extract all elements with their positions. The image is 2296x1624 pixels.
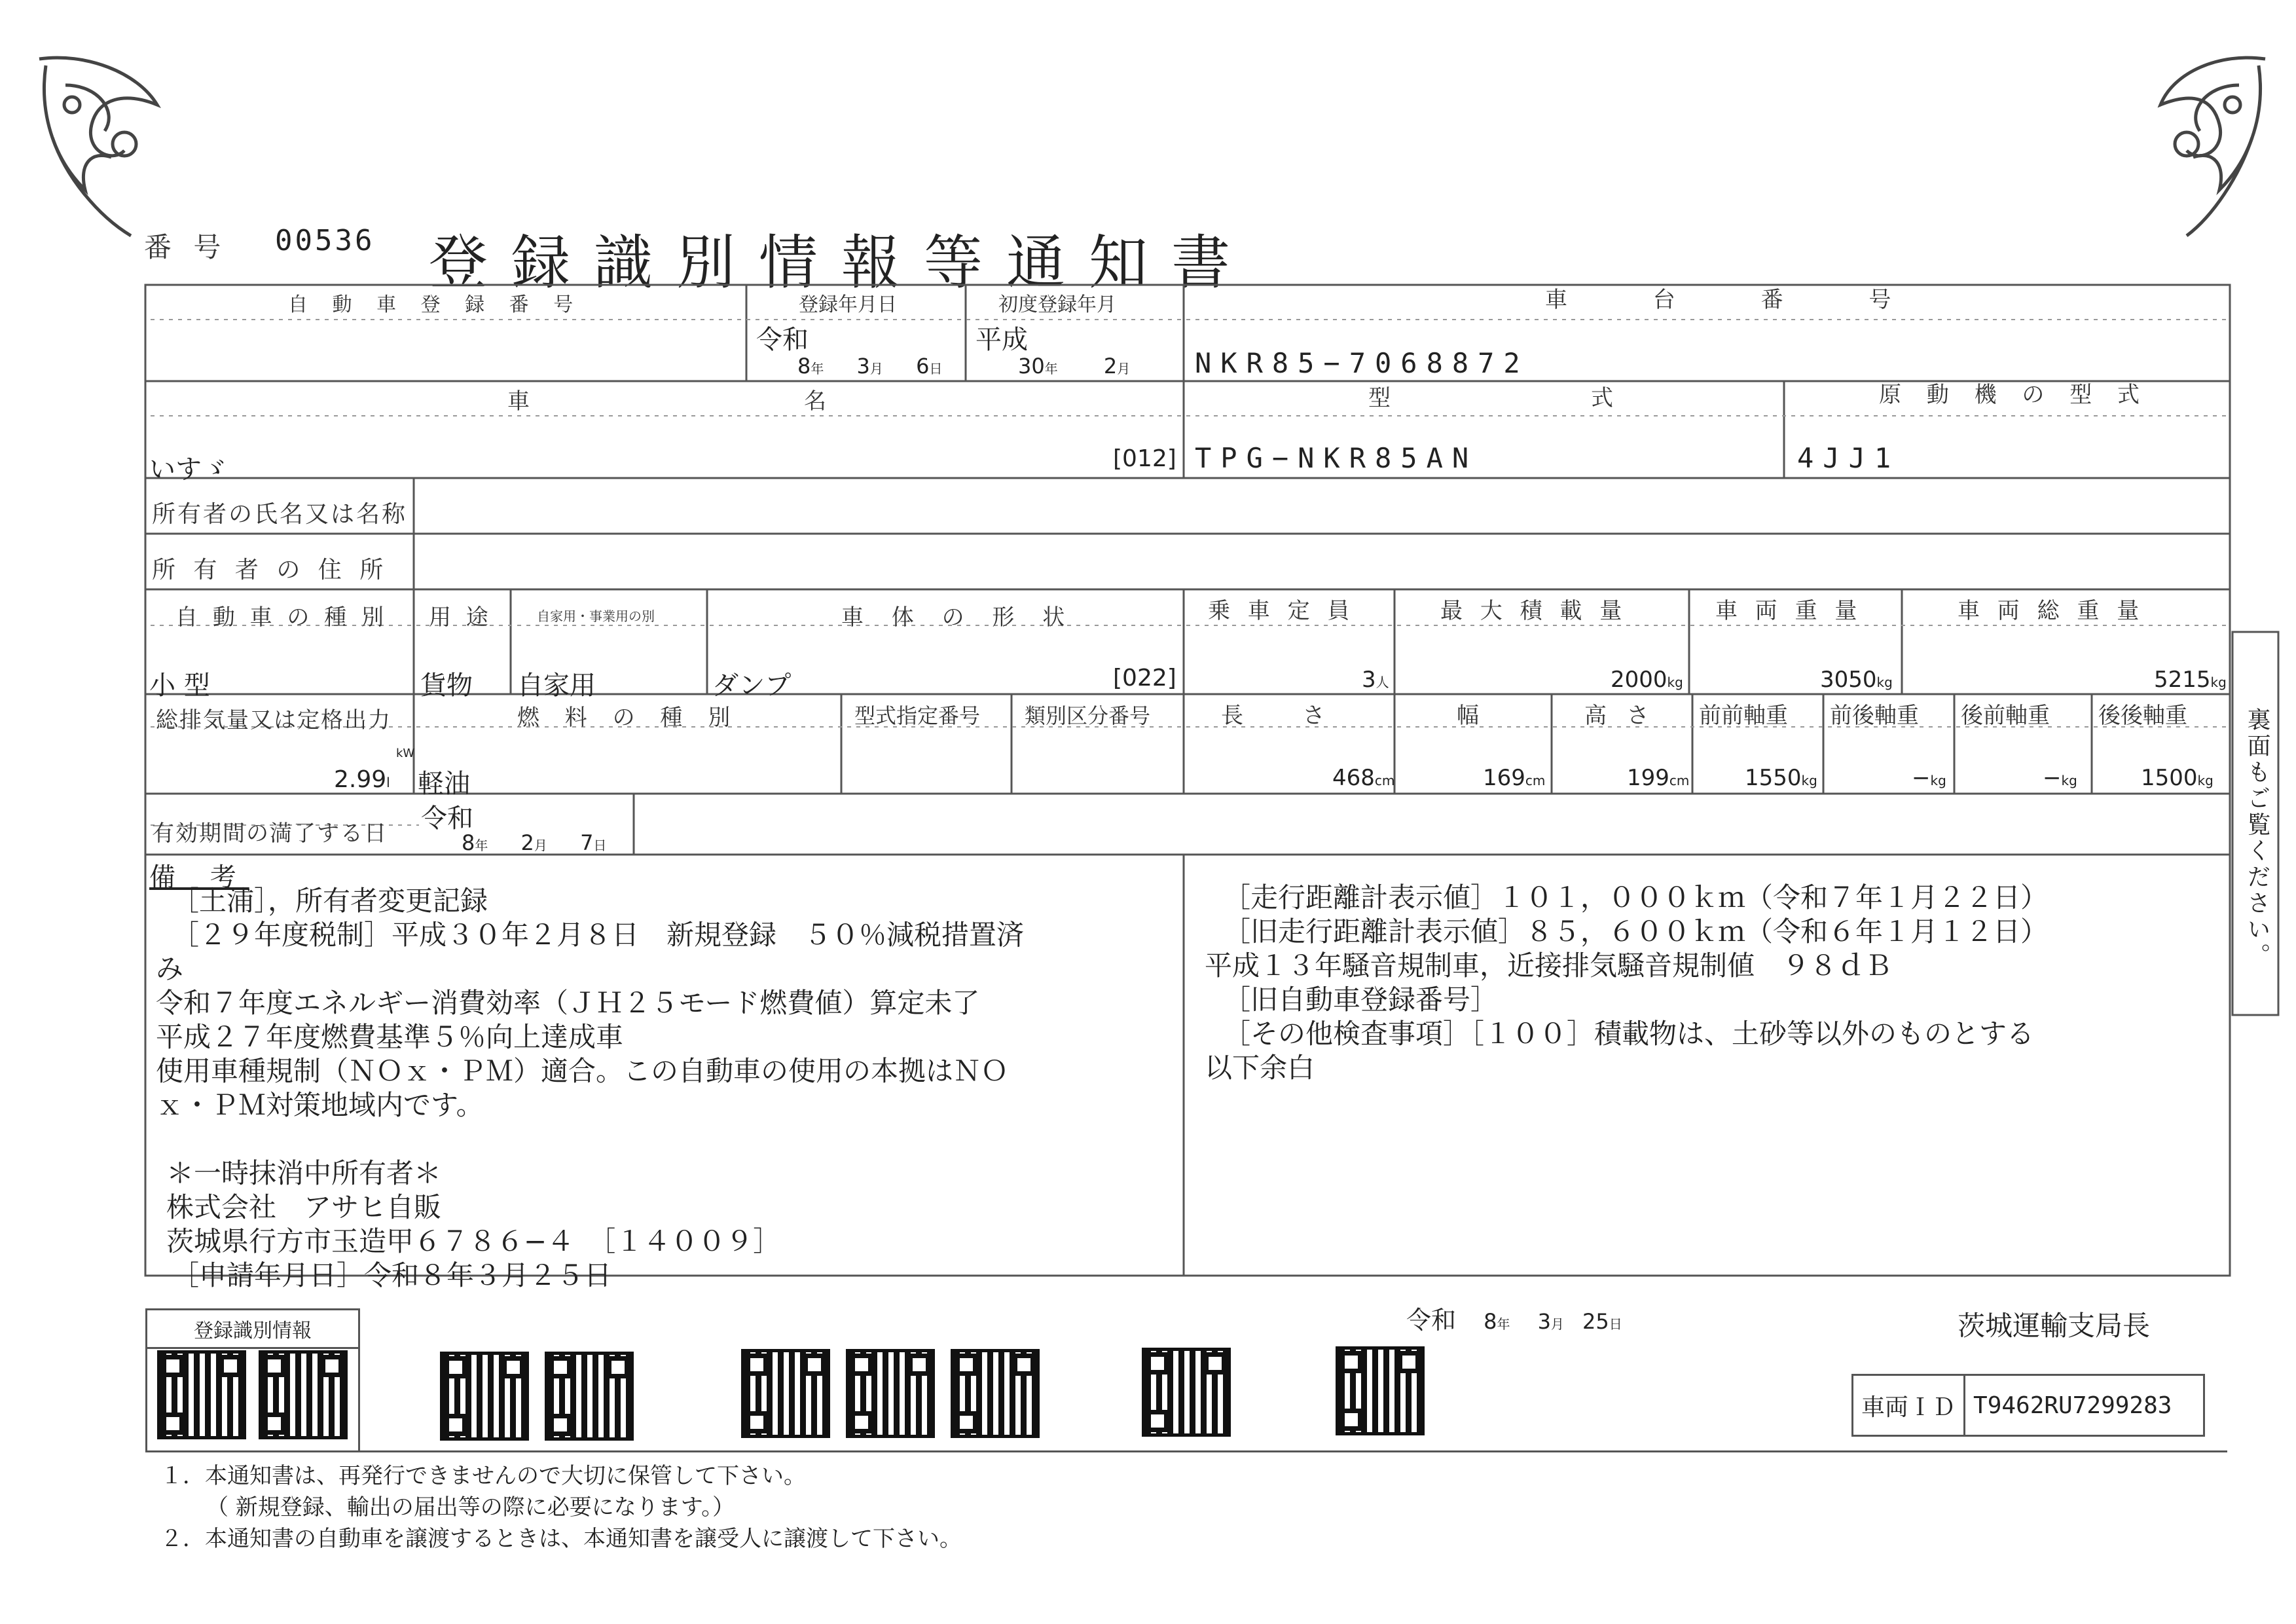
model-value: TPG−NKR85AN xyxy=(1195,442,1478,474)
model-label-a: 型 xyxy=(1368,385,1400,411)
qr-code xyxy=(157,1350,246,1439)
body-code: [022] xyxy=(1113,665,1176,692)
remark-line: ［走行距離計表示値］１０１，０００ｋｍ（令和７年１月２２日） xyxy=(1223,881,2049,913)
side-note: 裏面もご覧ください。 xyxy=(2244,707,2270,969)
issuer: 茨城運輸支局長 xyxy=(1958,1310,2151,1342)
gross-label: 車 両 総 重 量 xyxy=(1958,598,2145,624)
owner-address-label: 所 有 者 の 住 所 xyxy=(152,557,389,583)
engine-value: 4JJ1 xyxy=(1797,442,1901,474)
car-code: [012] xyxy=(1113,445,1176,472)
qr-code xyxy=(545,1352,634,1441)
footer-notes xyxy=(160,1460,962,1555)
qr-code xyxy=(1142,1348,1231,1437)
car-name: いすゞ xyxy=(149,454,228,485)
note-line: １．本通知書は、再発行できませんので大切に保管して下さい。 xyxy=(160,1463,806,1489)
remark-line: ｘ・ＰＭ対策地域内です。 xyxy=(156,1089,484,1121)
qr-code xyxy=(846,1349,935,1438)
body-value: ダンプ xyxy=(712,671,792,701)
qr-code xyxy=(1336,1346,1425,1435)
expiry-label: 有効期間の満了する日 xyxy=(152,821,388,847)
remark-line: ［旧自動車登録番号］ xyxy=(1223,984,1499,1016)
width-value: 169cm xyxy=(1483,765,1546,791)
remark-line xyxy=(172,1122,1024,1156)
note-line: （ 新規登録、輸出の届出等の際に必要になります。） xyxy=(206,1494,735,1521)
width-label: 幅 xyxy=(1457,703,1479,729)
displacement-unit-kw: kW xyxy=(396,747,415,760)
remark-line: 平成１３年騒音規制車，近接排気騒音規制値 ９８ｄＢ xyxy=(1205,950,1893,982)
body-label: 車 体 の 形 状 xyxy=(841,604,1076,631)
fuel-label: 燃 料 の 種 別 xyxy=(517,705,740,731)
expiry-date: 8年 2月 7日 xyxy=(462,830,607,855)
remark-line: ［その他検査事項］［１００］積載物は、土砂等以外のものとする xyxy=(1223,1018,2035,1050)
owner-name-label: 所有者の氏名又は名称 xyxy=(152,501,408,528)
capacity-value: 3人 xyxy=(1362,667,1389,693)
fuel-value: 軽油 xyxy=(418,769,470,799)
class-num-label: 類別区分番号 xyxy=(1025,703,1151,728)
remark-line: み xyxy=(156,953,184,985)
engine-label: 原 動 機 の 型 式 xyxy=(1879,382,2149,408)
qr-code xyxy=(440,1352,529,1441)
remark-line: ［申請年月日］令和８年３月２５日 xyxy=(172,1259,612,1291)
remark-line: ［２９年度税制］平成３０年２月８日 新規登録 ５０％減税措置済 xyxy=(172,919,1025,951)
remarks-left xyxy=(156,884,1025,1293)
displacement-label: 総排気量又は定格出力 xyxy=(156,707,392,733)
qr-code xyxy=(951,1349,1040,1438)
chassis-label: 車 台 番 号 xyxy=(1545,287,1931,313)
first-era: 平成 xyxy=(975,325,1028,355)
gross-value: 5215kg xyxy=(2154,667,2227,693)
height-value: 199cm xyxy=(1627,765,1690,791)
remark-line: 使用車種規制（ＮＯｘ・ＰＭ）適合。この自動車の使用の本拠はＮＯ xyxy=(156,1055,1009,1087)
reg-date-label: 登録年月日 xyxy=(799,293,897,316)
private-label: 自家用・事業用の別 xyxy=(537,608,655,624)
model-label-b: 式 xyxy=(1591,385,1622,411)
number-label: 番 号 xyxy=(144,231,228,263)
remark-line: ［土浦］，所有者変更記録 xyxy=(172,885,488,917)
chassis-value: NKR85−7068872 xyxy=(1195,347,1529,379)
expiry-era: 令和 xyxy=(421,803,473,834)
displacement-value: 2.99l xyxy=(334,766,390,793)
capacity-label: 乗 車 定 員 xyxy=(1208,598,1355,624)
number-value: 00536 xyxy=(275,224,375,257)
first-reg-date: 30年 2月 xyxy=(1018,354,1131,378)
weight-label: 車 両 重 量 xyxy=(1715,598,1863,624)
note-line: ２．本通知書の自動車を譲渡するときは、本通知書を譲受人に譲渡して下さい。 xyxy=(160,1526,962,1552)
vehicle-id-label: 車両ＩＤ xyxy=(1853,1376,1965,1435)
rf-axle-label: 後前軸重 xyxy=(1961,703,2050,729)
first-reg-label: 初度登録年月 xyxy=(998,293,1116,316)
qr-box-label: 登録識別情報 xyxy=(147,1310,358,1349)
vehicle-id-value: T9462RU7299283 xyxy=(1973,1392,2172,1419)
car-label: 車 xyxy=(507,388,539,415)
rr-axle-value: 1500kg xyxy=(2141,765,2214,791)
name-label: 名 xyxy=(804,388,835,415)
remarks-right xyxy=(1205,881,2049,1085)
kind-label: 自 動 車 の 種 別 xyxy=(175,604,388,631)
length-label: 長 さ xyxy=(1221,703,1351,729)
length-value: 468cm xyxy=(1332,765,1395,791)
max-load-label: 最 大 積 載 量 xyxy=(1440,598,1628,624)
page-title: 登録識別情報等通知書 xyxy=(429,229,1254,297)
ff-axle-value: 1550kg xyxy=(1745,765,1817,791)
remark-line: 令和７年度エネルギー消費効率（ＪＨ２５モード燃費値）算定未了 xyxy=(156,987,980,1019)
remark-line: ＊一時抹消中所有者＊ xyxy=(166,1157,442,1189)
qr-code xyxy=(741,1349,830,1438)
issue-date: 令和 8年 3月 25日 xyxy=(1406,1306,1622,1335)
vehicle-id-box xyxy=(1851,1374,2205,1437)
type-num-label: 型式指定番号 xyxy=(854,703,981,728)
remark-line: 株式会社 アサヒ自販 xyxy=(166,1191,442,1223)
fr-axle-value: −kg xyxy=(1912,765,1946,791)
weight-value: 3050kg xyxy=(1820,667,1893,693)
qr-code xyxy=(259,1350,348,1439)
remark-line: 以下余白 xyxy=(1205,1052,1315,1084)
private-value: 自家用 xyxy=(517,671,596,701)
remarks-label: 備 考 xyxy=(149,862,249,893)
max-load-value: 2000kg xyxy=(1611,667,1683,693)
footer-rule xyxy=(145,1450,2227,1452)
remark-line: 茨城県行方市玉造甲６７８６−４ ［１４００９］ xyxy=(166,1225,781,1257)
use-value: 貨物 xyxy=(420,671,473,701)
fr-axle-label: 前後軸重 xyxy=(1830,703,1919,729)
reg-era: 令和 xyxy=(756,325,809,355)
reg-number-label: 自 動 車 登 録 番 号 xyxy=(288,293,583,316)
rf-axle-value: −kg xyxy=(2043,765,2077,791)
use-label: 用 途 xyxy=(429,604,492,631)
rr-axle-label: 後後軸重 xyxy=(2098,703,2187,729)
ff-axle-label: 前前軸重 xyxy=(1699,703,1788,729)
remark-line: ［旧走行距離計表示値］８５，６００ｋｍ（令和６年１月１２日） xyxy=(1223,915,2049,948)
reg-date: 8年 3月 6日 xyxy=(797,354,943,378)
remark-line: 平成２７年度燃費基準５％向上達成車 xyxy=(156,1021,624,1053)
kind-value: 小 型 xyxy=(149,671,210,701)
height-label: 高 さ xyxy=(1584,703,1656,729)
